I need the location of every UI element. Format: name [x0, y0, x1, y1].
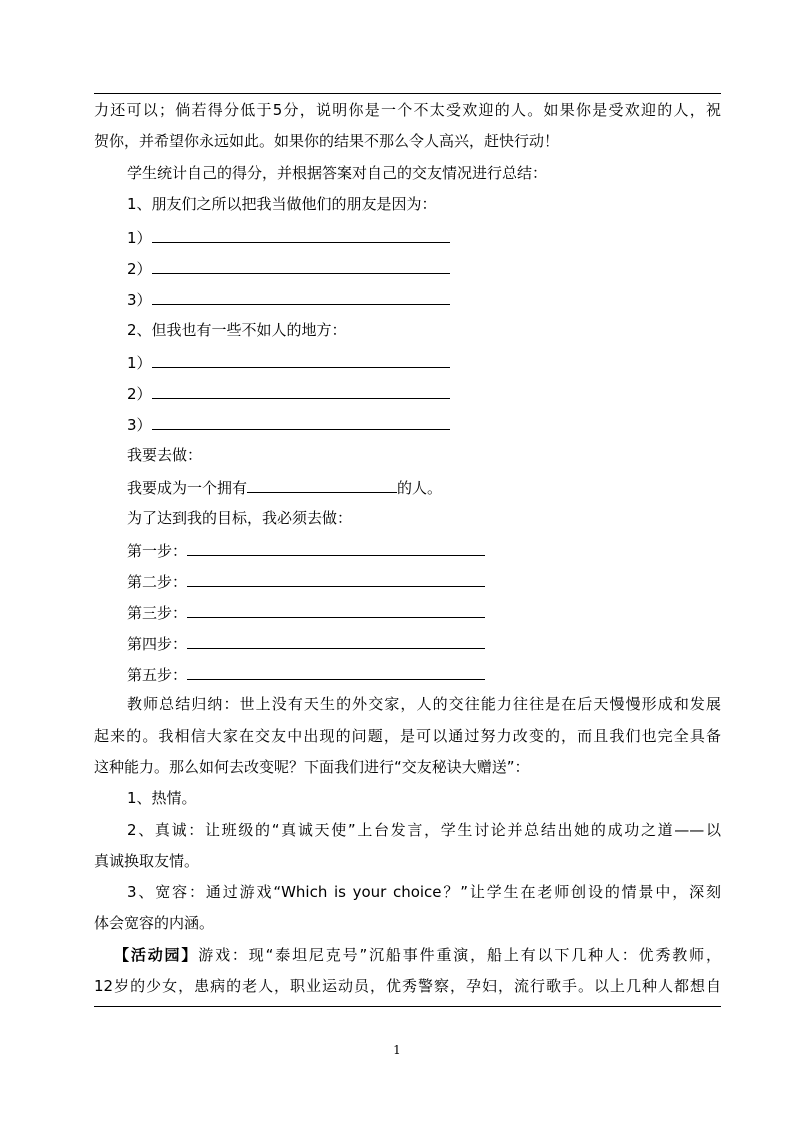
- paragraph-line: 起来的。我相信大家在交友中出现的问题，是可以通过努力改变的，而且我们也完全具备: [94, 727, 721, 745]
- paragraph-line: 我要去做：: [127, 446, 203, 464]
- activity-text: 游戏：现“泰坦尼克号”沉船事件重演，船上有以下几种人：优秀教师，: [198, 946, 721, 964]
- step-label: 第二步：: [127, 573, 188, 591]
- step-row: [94, 632, 721, 652]
- answer-number: 3）: [127, 291, 152, 309]
- answer-blank[interactable]: [152, 382, 450, 399]
- answer-blank[interactable]: [152, 413, 450, 430]
- answer-row: [94, 226, 721, 246]
- paragraph-line: 为了达到我的目标，我必须去做：: [127, 509, 353, 527]
- activity-label: 【活动园】: [114, 946, 199, 964]
- answer-number: 1）: [127, 229, 152, 247]
- answer-number: 2）: [127, 260, 152, 278]
- answer-blank[interactable]: [152, 288, 450, 305]
- paragraph-line: 1、热情。: [127, 789, 197, 807]
- step-row: [94, 663, 721, 683]
- paragraph-line: 2、真诚：让班级的“真诚天使”上台发言，学生讨论并总结出她的成功之道——以: [127, 821, 721, 839]
- goal-suffix: 的人。: [397, 479, 443, 497]
- paragraph-line: 12岁的少女，患病的老人，职业运动员，优秀警察，孕妇，流行歌手。以上几种人都想自: [94, 977, 721, 995]
- activity-line: [94, 945, 721, 965]
- step-blank[interactable]: [187, 601, 485, 618]
- answer-row: [94, 413, 721, 433]
- paragraph-line: 这种能力。那么如何去改变呢？下面我们进行“交友秘诀大赠送”：: [94, 758, 530, 776]
- step-blank[interactable]: [187, 539, 485, 556]
- goal-row: [94, 476, 721, 496]
- step-label: 第三步：: [127, 604, 188, 622]
- answer-blank[interactable]: [152, 351, 450, 368]
- goal-prefix: 我要成为一个拥有: [127, 479, 248, 497]
- step-row: [94, 570, 721, 590]
- step-blank[interactable]: [187, 663, 485, 680]
- paragraph-line: 学生统计自己的得分，并根据答案对自己的交友情况进行总结：: [127, 164, 548, 182]
- header-rule: [94, 93, 721, 94]
- answer-number: 1）: [127, 354, 152, 372]
- answer-row: [94, 257, 721, 277]
- step-row: [94, 539, 721, 559]
- answer-row: [94, 288, 721, 308]
- step-blank[interactable]: [187, 570, 485, 587]
- step-label: 第一步：: [127, 542, 188, 560]
- answer-blank[interactable]: [152, 226, 450, 243]
- step-row: [94, 601, 721, 621]
- step-blank[interactable]: [187, 632, 485, 649]
- answer-number: 3）: [127, 416, 152, 434]
- question-heading: 1、朋友们之所以把我当做他们的朋友是因为：: [127, 195, 437, 213]
- answer-blank[interactable]: [152, 257, 450, 274]
- answer-row: [94, 351, 721, 371]
- question-heading: 2、但我也有一些不如人的地方：: [127, 321, 347, 339]
- answer-number: 2）: [127, 385, 152, 403]
- paragraph-line: 贺你，并希望你永远如此。如果你的结果不那么令人高兴，赶快行动！: [94, 132, 560, 150]
- goal-blank[interactable]: [247, 476, 397, 493]
- paragraph-line: 力还可以；倘若得分低于5分，说明你是一个不太受欢迎的人。如果你是受欢迎的人，祝: [94, 101, 721, 119]
- paragraph-line: 体会宽容的内涵。: [94, 914, 215, 932]
- step-label: 第四步：: [127, 635, 188, 653]
- footer-rule: [94, 1006, 721, 1007]
- step-label: 第五步：: [127, 666, 188, 684]
- page-number: 1: [393, 1043, 401, 1057]
- paragraph-line: 教师总结归纳：世上没有天生的外交家，人的交往能力往往是在后天慢慢形成和发展: [127, 695, 721, 713]
- paragraph-line: 真诚换取友情。: [94, 852, 200, 870]
- paragraph-line: 3、宽容：通过游戏“Which is your choice？”让学生在老师创设的情景中，深刻: [127, 883, 721, 901]
- answer-row: [94, 382, 721, 402]
